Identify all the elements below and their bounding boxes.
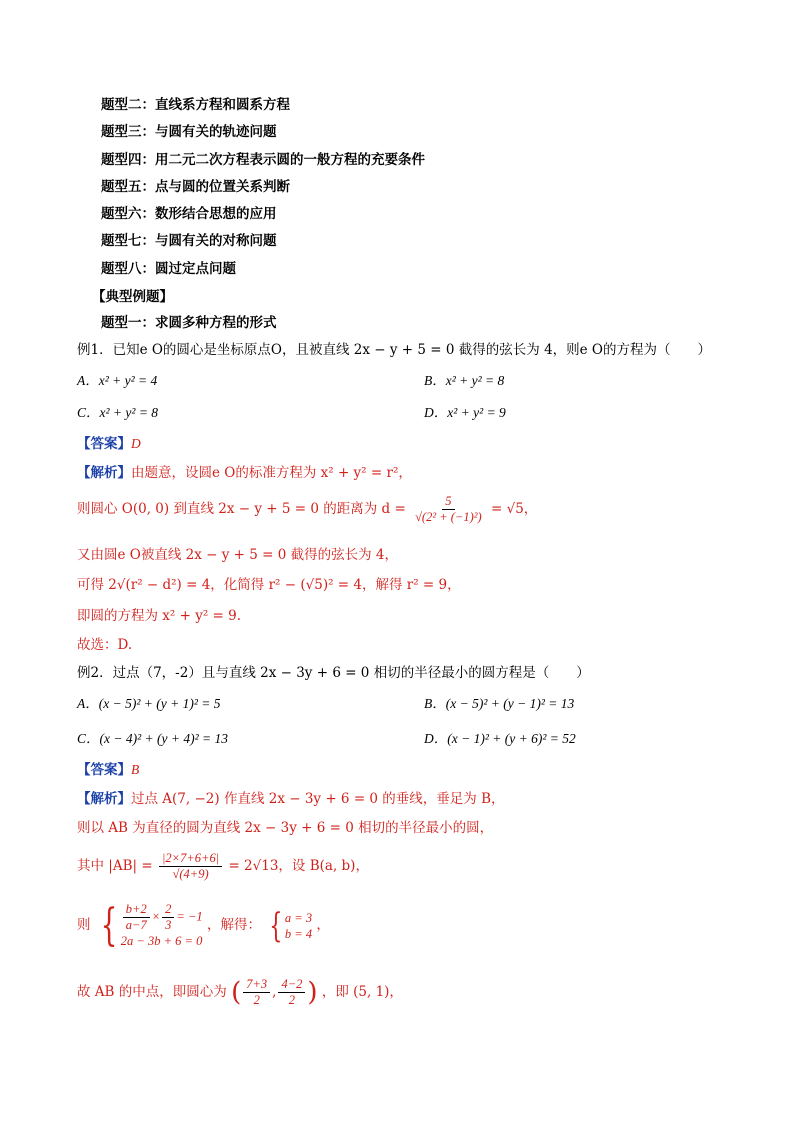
ex2-line-slope-num: 2 — [162, 902, 174, 918]
ex2-ab-numerator: |2×7+6+6| — [159, 851, 222, 867]
type-item-2: 题型二：直线系方程和圆系方程 — [101, 97, 290, 113]
ex2-options-row1 — [77, 694, 717, 714]
ex1-analysis-5: 即圆的方程为 x² + y² = 9. — [77, 608, 242, 624]
ex2-slope-den: a−7 — [125, 918, 147, 932]
ex2-center-y-num: 4−2 — [278, 977, 305, 993]
ex2-analysis-3-pre: 其中 |AB| = — [77, 858, 153, 874]
type-item-8: 题型八：圆过定点问题 — [101, 261, 236, 277]
ex2-option-b: B．(x − 5)² + (y − 1)² = 13 — [424, 696, 575, 711]
ex1-fraction-numerator: 5 — [442, 494, 454, 510]
right-paren-icon: ) — [307, 977, 318, 1008]
type1-heading: 题型一：求圆多种方程的形式 — [101, 315, 277, 331]
ex1-option-a: A．x² + y² = 4 — [77, 373, 158, 388]
ex2-analysis-4-end: ， — [316, 917, 330, 933]
ex2-answer — [77, 760, 139, 780]
ex1-option-c: C．x² + y² = 8 — [77, 405, 159, 420]
ex2-center-y-fraction — [278, 977, 305, 1008]
ex2-analysis-2: 则以 AB 为直径的圆为直线 2x − 3y + 6 = 0 相切的半径最小的圆， — [77, 820, 494, 836]
left-brace-icon: { — [100, 899, 118, 951]
ex2-option-a: A．(x − 5)² + (y + 1)² = 5 — [77, 696, 221, 711]
ex2-row1-end: = −1 — [176, 909, 203, 924]
type-item-7: 题型七：与圆有关的对称问题 — [101, 233, 277, 249]
ex2-answer-value: B — [131, 762, 140, 777]
ex2-center-x-fraction — [243, 977, 270, 1008]
ex2-analysis-5: 故 AB 的中点，即圆心为 ( $\frac{7+3}{2}$ , $\frac{4-2}{2}$ ) ，即 (5, 1)， — [77, 977, 403, 1008]
ex2-option-d: D．(x − 1)² + (y + 6)² = 52 — [424, 731, 576, 746]
section-heading: 【典型例题】 — [92, 289, 173, 305]
ex1-analysis-1 — [77, 463, 412, 483]
type-item-4: 题型四：用二元二次方程表示圆的一般方程的充要条件 — [101, 152, 425, 168]
type-item-3: 题型三：与圆有关的轨迹问题 — [101, 124, 277, 140]
ex1-analysis-2 — [77, 494, 537, 525]
ex2-question: 例2．过点（7，-2）且与直线 2x − 3y + 6 = 0 相切的半径最小的圆方程是（ ） — [77, 665, 590, 681]
ex1-analysis-3: 又由圆e O被直线 2x − y + 5 = 0 截得的弦长为 4， — [77, 547, 399, 563]
ex2-analysis-3-post: = 2√13，设 B(a, b)， — [228, 858, 369, 874]
ex2-equation-system — [95, 899, 203, 951]
ex2-slope-num: b+2 — [123, 902, 150, 918]
ex2-answer-label: 【答案】 — [77, 762, 131, 778]
ex1-fraction-denominator: √(2² + (−1)²) — [415, 510, 482, 524]
type-item-6: 题型六：数形结合思想的应用 — [101, 206, 277, 222]
ex2-times: × — [151, 909, 161, 924]
ex2-analysis-1 — [77, 789, 505, 809]
ex1-analysis-2-pre: 则圆心 O(0, 0) 到直线 2x − y + 5 = 0 的距离为 d = — [77, 501, 406, 517]
ex2-solution-a: a = 3 — [284, 910, 313, 925]
ex2-analysis-4 — [77, 900, 330, 950]
ex2-analysis-3 — [77, 850, 369, 882]
ex1-options-row2 — [77, 403, 717, 423]
ex2-solution-rows — [285, 910, 312, 942]
ex1-analysis-4: 可得 2√(r² − d²) = 4，化简得 r² − (√5)² = 4，解得 r² = 9， — [77, 577, 461, 593]
ex1-analysis-6: 故选：D. — [77, 637, 133, 653]
ex2-analysis-4-pre: 则 — [77, 917, 91, 933]
ex2-analysis-text-1: 过点 A(7, −2) 作直线 2x − 3y + 6 = 0 的垂线，垂足为 B， — [131, 791, 505, 807]
ex2-analysis-label: 【解析】 — [77, 791, 131, 807]
ex1-answer — [77, 434, 141, 454]
ex1-option-d: D．x² + y² = 9 — [424, 405, 506, 420]
ex1-answer-label: 【答案】 — [77, 436, 131, 452]
ex2-analysis-5-post: ，即 (5, 1)， — [321, 984, 403, 1000]
ex2-system-rows — [121, 902, 203, 949]
ex1-answer-value: D — [131, 436, 141, 451]
ex2-slope-fraction — [123, 902, 150, 933]
ex2-system-row-1 — [121, 902, 203, 933]
ex2-line-slope-den: 3 — [165, 918, 172, 932]
ex2-line-slope-fraction — [162, 902, 174, 933]
left-paren-icon: ( — [231, 977, 242, 1008]
ex1-option-b: B．x² + y² = 8 — [424, 373, 505, 388]
ex2-system-row-2: 2a − 3b + 6 = 0 — [120, 934, 203, 948]
ex1-distance-fraction — [412, 494, 485, 525]
ex2-analysis-4-mid: ，解得： — [206, 917, 261, 933]
left-brace-icon: { — [269, 905, 283, 946]
type-item-5: 题型五：点与圆的位置关系判断 — [101, 179, 290, 195]
ex2-solution-system — [265, 905, 313, 946]
ex2-center-y-den: 2 — [288, 993, 296, 1007]
ex1-analysis-text-1: 由题意，设圆e O的标准方程为 x² + y² = r²， — [131, 465, 412, 481]
ex2-ab-denominator: √(4+9) — [172, 867, 209, 881]
ex2-ab-fraction — [159, 851, 222, 882]
ex2-analysis-5-pre: 故 AB 的中点，即圆心为 — [77, 984, 227, 1000]
ex2-solution-b: b = 4 — [284, 926, 313, 941]
ex2-center-x-num: 7+3 — [243, 977, 270, 993]
ex2-center-x-den: 2 — [253, 993, 260, 1007]
ex1-analysis-2-post: = √5， — [491, 501, 538, 517]
ex2-option-c: C．(x − 4)² + (y + 4)² = 13 — [77, 731, 229, 746]
ex2-options-row2 — [77, 729, 717, 749]
ex1-options-row1 — [77, 371, 717, 391]
ex1-analysis-label: 【解析】 — [77, 465, 131, 481]
ex1-question: 例1．已知e O的圆心是坐标原点O，且被直线 2x − y + 5 = 0 截得的弦长为 4，则e O的方程为（ ） — [77, 342, 712, 358]
